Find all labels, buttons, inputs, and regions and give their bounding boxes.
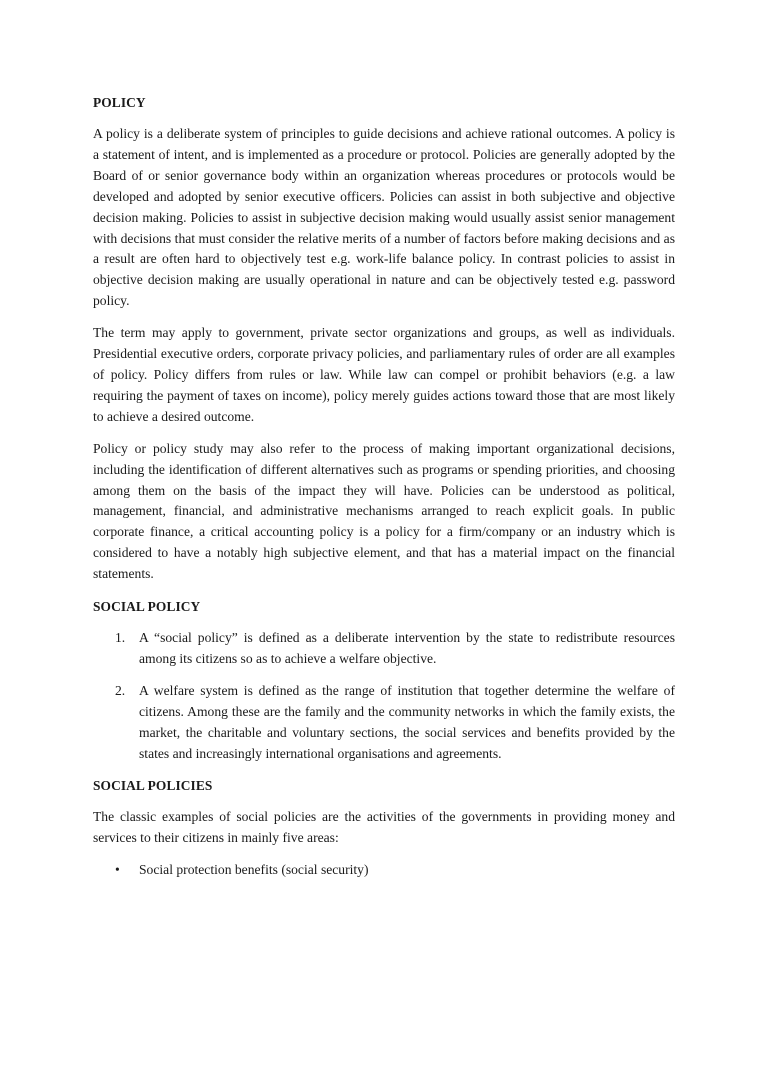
heading-policy: POLICY: [93, 95, 146, 110]
list-item: [93, 681, 675, 765]
list-item: [93, 860, 675, 881]
heading-social-policies: SOCIAL POLICIES: [93, 778, 213, 794]
paragraph-policy-study: Policy or policy study may also refer to the process of making important organizational decisions, including the identification of different alternatives such as programs or spending priorities, and choosing among them on the basis of the impact they will have. Policies can be understood as political, management, financial, and administrative mechanisms arranged to reach explicit goals. In public corporate finance, a critical accounting policy is a policy for a firm/company or an industry which is considered to have a notably high subjective element, and that has a material impact on the financial statements.: [93, 440, 675, 582]
list-number: 1.: [115, 630, 126, 646]
numbered-list: [93, 628, 675, 764]
paragraph-social-policies: The classic examples of social policies are the activities of the governments in providing money and services to their citizens in mainly five areas:: [93, 809, 675, 846]
bullet-icon: •: [115, 862, 120, 878]
bullet-list: [93, 860, 675, 881]
list-item-text: A welfare system is defined as the range of institution that together determine the welfare of citizens. Among these are the family and the community networks in which the family exists, the market, the charitable and voluntary sections, the social services and benefits provided by the states and increasingly international organisations and agreements.: [139, 682, 675, 761]
list-item-text: A “social policy” is defined as a deliberate intervention by the state to redistribute resources among its citizens so as to achieve a welfare objective.: [139, 630, 675, 666]
list-number: 2.: [115, 682, 126, 698]
document-page: [93, 92, 675, 881]
paragraph-policy-definition: A policy is a deliberate system of principles to guide decisions and achieve rational outcomes. A policy is a statement of intent, and is implemented as a procedure or protocol. Policies are generally adopted by the Board of or senior governance body within an organization whereas procedures or protocols would be developed and adopted by senior executive officers. Policies can assist in both subjective and objective decision making. Policies to assist in subjective decision making would usually assist senior management with decisions that must consider the relative merits of a number of factors before making decisions and as a result are often hard to objectively test e.g. work-life balance policy. In contrast policies to assist in objective decision making are usually operational in nature and can be objectively tested e.g. password policy.: [93, 126, 675, 309]
paragraph-policy-scope: The term may apply to government, private sector organizations and groups, as well as individuals. Presidential executive orders, corporate privacy policies, and parliamentary rules of order are all examples of policy. Policy differs from rules or law. While law can compel or prohibit behaviors (e.g. a law requiring the payment of taxes on income), policy merely guides actions toward those that are most likely to achieve a desired outcome.: [93, 325, 675, 424]
heading-social-policy: SOCIAL POLICY: [93, 599, 201, 615]
list-item-text: Social protection benefits (social security): [139, 862, 369, 878]
list-item: [93, 628, 675, 670]
